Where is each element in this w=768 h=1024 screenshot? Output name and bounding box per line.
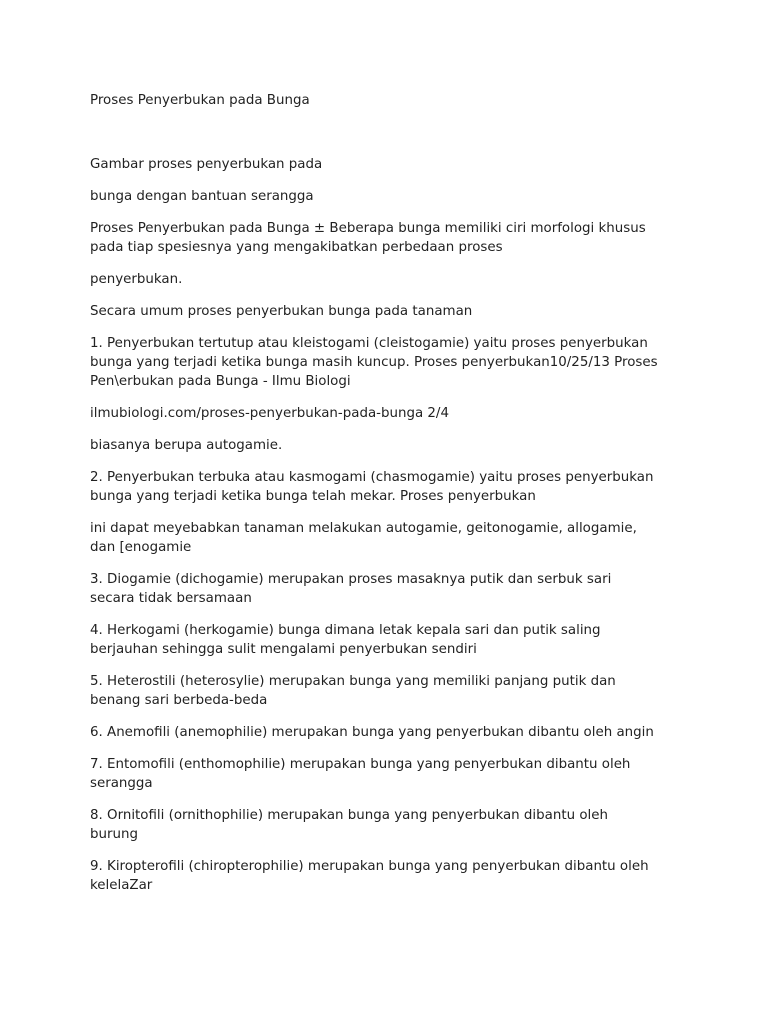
list-item-2-line: bunga yang terjadi ketika bunga telah mekar. Proses penyerbukan — [90, 489, 536, 504]
list-item-7-line: 7. Entomofili (enthomophilie) merupakan bunga yang penyerbukan dibantu oleh — [90, 757, 631, 772]
list-item-1-line: bunga yang terjadi ketika bunga masih kuncup. Proses penyerbukan10/25/13 Proses — [90, 355, 658, 370]
list-item-1-line: 1. Penyerbukan tertutup atau kleistogami (cleistogamie) yaitu proses penyerbukan — [90, 336, 648, 351]
list-item-7-line: serangga — [90, 776, 153, 791]
source-url-line: ilmubiologi.com/proses-penyerbukan-pada-bunga 2/4 — [90, 406, 449, 421]
list-item-5-line: 5. Heterostili (heterosylie) merupakan bunga yang memiliki panjang putik dan — [90, 674, 616, 689]
list-item-6-line: 6. Anemofili (anemophilie) merupakan bunga yang penyerbukan dibantu oleh angin — [90, 725, 654, 740]
text-line: ini dapat meyebabkan tanaman melakukan autogamie, geitonogamie, allogamie, — [90, 521, 637, 536]
list-item-3-line: secara tidak bersamaan — [90, 591, 252, 606]
list-item-9-line: kelelaZar — [90, 878, 153, 893]
list-item-3-line: 3. Diogamie (dichogamie) merupakan proses masaknya putik dan serbuk sari — [90, 572, 612, 587]
text-line: Secara umum proses penyerbukan bunga pada tanaman — [90, 304, 473, 319]
list-item-2-line: 2. Penyerbukan terbuka atau kasmogami (chasmogamie) yaitu proses penyerbukan — [90, 470, 654, 485]
list-item-9-line: 9. Kiropterofili (chiropterophilie) merupakan bunga yang penyerbukan dibantu oleh — [90, 859, 649, 874]
text-line: pada tiap spesiesnya yang mengakibatkan perbedaan proses — [90, 240, 503, 255]
text-line: Gambar proses penyerbukan pada — [90, 157, 323, 172]
text-line: bunga dengan bantuan serangga — [90, 189, 314, 204]
list-item-5-line: benang sari berbeda-beda — [90, 693, 268, 708]
text-line: biasanya berupa autogamie. — [90, 438, 283, 453]
list-item-8-line: burung — [90, 827, 138, 842]
list-item-4-line: 4. Herkogami (herkogamie) bunga dimana letak kepala sari dan putik saling — [90, 623, 601, 638]
list-item-8-line: 8. Ornitofili (ornithophilie) merupakan bunga yang penyerbukan dibantu oleh — [90, 808, 608, 823]
document-title: Proses Penyerbukan pada Bunga — [90, 93, 310, 108]
list-item-1-line: Pen\erbukan pada Bunga - Ilmu Biologi — [90, 374, 351, 389]
list-item-4-line: berjauhan sehingga sulit mengalami penyerbukan sendiri — [90, 642, 477, 657]
text-line: Proses Penyerbukan pada Bunga ± Beberapa bunga memiliki ciri morfologi khusus — [90, 221, 646, 236]
text-line: penyerbukan. — [90, 272, 183, 287]
text-line: dan [enogamie — [90, 540, 192, 555]
